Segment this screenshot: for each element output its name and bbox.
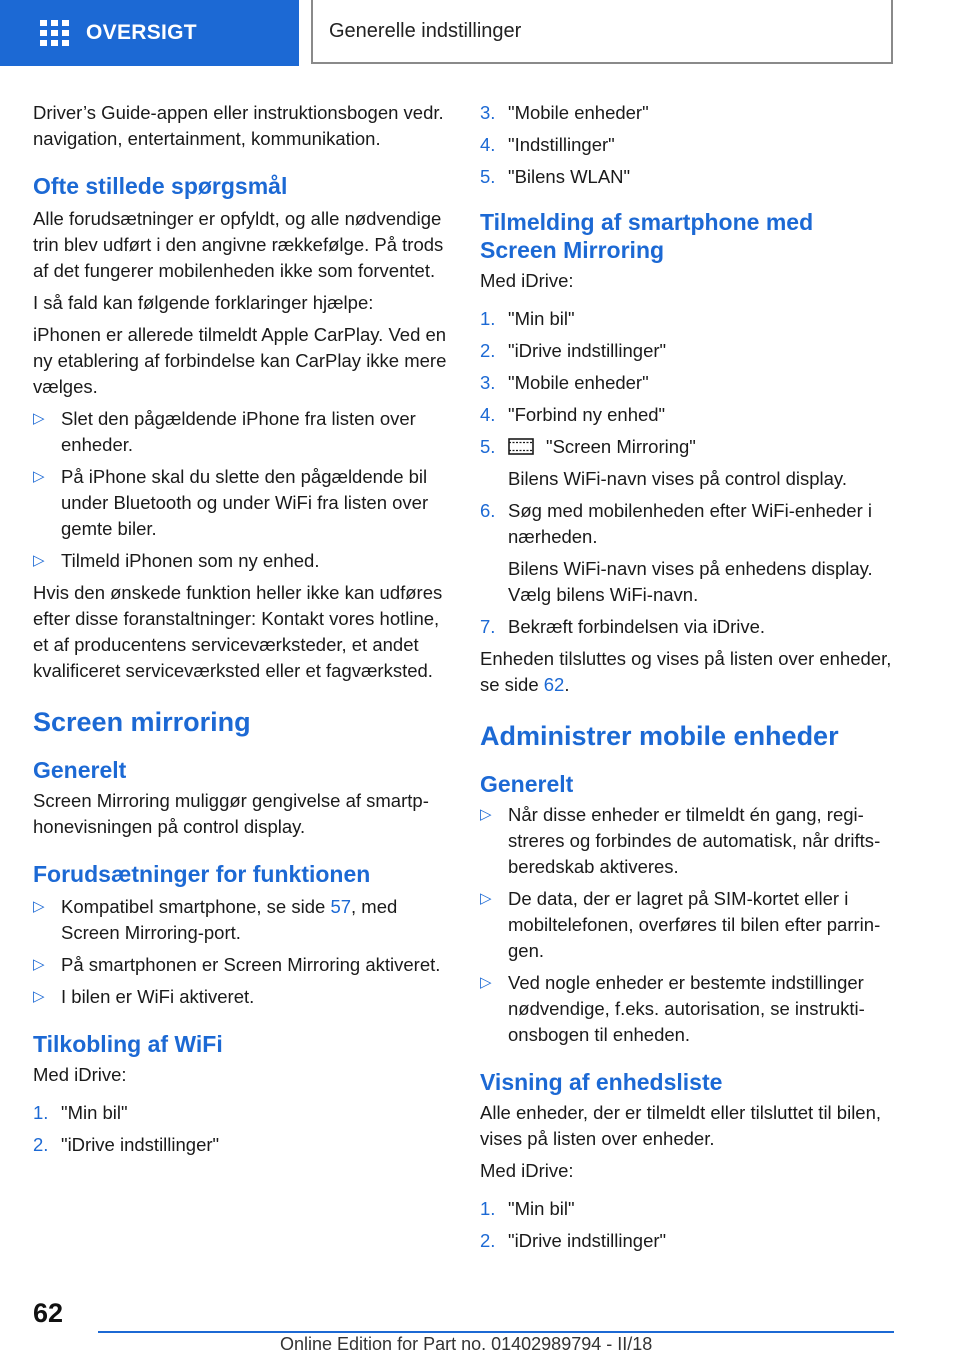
registration-heading: Tilmelding af smartphone med Screen Mirroring: [480, 209, 814, 263]
section-title: Generelle indstillinger: [329, 19, 522, 42]
paragraph-text: Enheden tilsluttes og vises på listen over enheder, se side: [480, 648, 892, 695]
registration-after-paragraph: [480, 646, 896, 698]
step-text: "Indstillinger": [508, 134, 615, 155]
edition-footer: Online Edition for Part no. 01402989794 - II/18: [280, 1334, 653, 1354]
list-item: [33, 894, 449, 946]
step-number: 3.: [480, 372, 496, 393]
wifi-steps-continued: [480, 100, 896, 190]
faq-paragraph: iPhonen er allerede tilmeldt Apple CarPlay. Ved en ny etablering af forbindelse kan CarPlay ikke mere vælges.: [33, 324, 447, 397]
bullet-text: Når disse enheder er tilmeldt én gang, registreres og forbindes de automatisk, når driftsberedskab aktiveres.: [508, 804, 881, 877]
step-number: 2.: [480, 1230, 496, 1251]
step-text: "Mobile enheder": [508, 372, 649, 393]
bullet-text: Kompatibel smartphone, se side: [61, 896, 331, 917]
step-item: [480, 1196, 896, 1222]
prerequisites-list: [33, 894, 449, 1010]
device-list-paragraph: Med iDrive:: [480, 1160, 574, 1181]
list-item: [33, 464, 449, 542]
step-text: "Bilens WLAN": [508, 166, 631, 187]
step-text: "Min bil": [508, 308, 575, 329]
step-item: [33, 1132, 449, 1158]
step-item: [480, 338, 896, 364]
triangle-right-icon: ▷: [33, 410, 45, 427]
general-heading: Generelt: [33, 757, 127, 783]
left-column: [33, 100, 449, 1164]
step-number: 5.: [480, 436, 496, 457]
admin-general-heading: Generelt: [480, 771, 574, 797]
faq-paragraph: Hvis den ønskede funktion heller ikke kan udføres efter disse foranstaltninger: Kontakt vores hotline, et af producentens serviceværksteder, et andet kvalificeret serviceværksted eller et fagværksted.: [33, 582, 443, 681]
list-item: [33, 406, 449, 458]
step-item: [480, 306, 896, 332]
overview-button[interactable]: [0, 0, 299, 66]
step-number: 4.: [480, 134, 496, 155]
bullet-text: På smartphonen er Screen Mirroring aktiveret.: [61, 954, 441, 975]
step-number: 1.: [480, 1198, 496, 1219]
admin-heading: Administrer mobile enheder: [480, 721, 839, 751]
page-link[interactable]: 57: [330, 896, 352, 917]
page-link[interactable]: 62: [543, 674, 565, 695]
step-subtext: Bilens WiFi-navn vises på enhedens display. Vælg bilens WiFi-navn.: [508, 558, 873, 605]
step-item: [480, 1228, 896, 1254]
step-subtext: Bilens WiFi-navn vises på control display.: [508, 468, 847, 489]
step-item: [480, 402, 896, 428]
page-number: 62: [33, 1298, 64, 1328]
faq-paragraph: Alle forudsætninger er opfyldt, og alle nødvendige trin blev udført i den angivne rækkefølge. På trods af det fungerer mobilenheden ikke som forventet.: [33, 208, 444, 281]
triangle-right-icon: ▷: [480, 974, 492, 991]
screen-mirroring-icon: [508, 438, 534, 455]
list-item: [33, 984, 449, 1010]
step-number: 2.: [33, 1134, 49, 1155]
step-text: "Mobile enheder": [508, 102, 649, 123]
overview-label: OVERSIGT: [86, 21, 197, 44]
step-text: "iDrive indstillinger": [508, 1230, 667, 1251]
step-item: [480, 434, 896, 492]
list-item: [480, 970, 896, 1048]
step-text: "Forbind ny enhed": [508, 404, 666, 425]
wifi-steps: [33, 1100, 449, 1158]
right-column: [480, 100, 896, 1260]
step-item: [480, 498, 896, 608]
step-number: 1.: [480, 308, 496, 329]
step-item: [480, 370, 896, 396]
triangle-right-icon: ▷: [33, 468, 45, 485]
screen-mirroring-heading: Screen mirroring: [33, 707, 251, 737]
list-item: [480, 886, 896, 964]
step-text: Bekræft forbindelsen via iDrive.: [508, 616, 766, 637]
bullet-text: De data, der er lagret på SIM-kortet eller i mobiltelefonen, overføres til bilen efter parringen.: [508, 888, 881, 961]
triangle-right-icon: ▷: [480, 806, 492, 823]
step-text: "Min bil": [508, 1198, 575, 1219]
grid-icon: [40, 20, 68, 46]
bullet-text: Tilmeld iPhonen som ny enhed.: [61, 550, 320, 571]
step-text: "iDrive indstillinger": [508, 340, 667, 361]
step-item: [480, 132, 896, 158]
step-number: 3.: [480, 102, 496, 123]
step-number: 7.: [480, 616, 496, 637]
list-item: [33, 548, 449, 574]
bullet-text: I bilen er WiFi aktiveret.: [61, 986, 255, 1007]
triangle-right-icon: ▷: [33, 988, 45, 1005]
step-number: 6.: [480, 500, 496, 521]
bullet-text: , med Screen Mirroring-port.: [61, 896, 398, 943]
registration-steps: [480, 306, 896, 640]
triangle-right-icon: ▷: [480, 890, 492, 907]
step-text: "iDrive indstillinger": [61, 1134, 220, 1155]
triangle-right-icon: ▷: [33, 552, 45, 569]
general-paragraph: Screen Mirroring muliggør gengivelse af smartphonevisningen på control display.: [33, 790, 429, 837]
step-item: [480, 164, 896, 190]
bullet-text: På iPhone skal du slette den pågældende bil under Bluetooth og under WiFi fra listen over gemte biler.: [61, 466, 429, 539]
device-list-heading: Visning af enhedsliste: [480, 1069, 723, 1095]
registration-paragraph: Med iDrive:: [480, 270, 574, 291]
faq-paragraph: I så fald kan følgende forklaringer hjælpe:: [33, 292, 374, 313]
bullet-text: Ved nogle enheder er bestemte indstillinger nødvendige, f.eks. autorisation, se instruktionsbogen til enheden.: [508, 972, 865, 1045]
faq-bullet-list: [33, 406, 449, 574]
device-list-steps: [480, 1196, 896, 1254]
step-text: "Min bil": [61, 1102, 128, 1123]
step-item: [480, 100, 896, 126]
wifi-paragraph: Med iDrive:: [33, 1064, 127, 1085]
device-list-paragraph: Alle enheder, der er tilmeldt eller tilsluttet til bilen, vises på listen over enheder.: [480, 1102, 882, 1149]
paragraph-text: .: [564, 674, 570, 695]
step-text: "Screen Mirroring": [546, 436, 696, 457]
faq-heading: Ofte stillede spørgsmål: [33, 173, 288, 199]
triangle-right-icon: ▷: [33, 898, 45, 915]
top-navigation: [0, 0, 960, 66]
list-item: [480, 802, 896, 880]
step-number: 4.: [480, 404, 496, 425]
list-item: [33, 952, 449, 978]
intro-paragraph: Driver’s Guide-appen eller instruktionsbogen vedr. navigation, entertainment, kommunikation.: [33, 102, 444, 149]
step-number: 1.: [33, 1102, 49, 1123]
step-item: [33, 1100, 449, 1126]
step-text: Søg med mobilenheden efter WiFi-enheder i nærheden.: [508, 500, 873, 547]
prerequisites-heading: Forudsætninger for funktionen: [33, 861, 371, 887]
bullet-text: Slet den pågældende iPhone fra listen over enheder.: [61, 408, 416, 455]
triangle-right-icon: ▷: [33, 956, 45, 973]
step-number: 5.: [480, 166, 496, 187]
admin-bullet-list: [480, 802, 896, 1048]
step-item: [480, 614, 896, 640]
step-number: 2.: [480, 340, 496, 361]
footer-divider: [98, 1331, 894, 1333]
wifi-heading: Tilkobling af WiFi: [33, 1031, 223, 1057]
section-tab[interactable]: [311, 0, 893, 64]
